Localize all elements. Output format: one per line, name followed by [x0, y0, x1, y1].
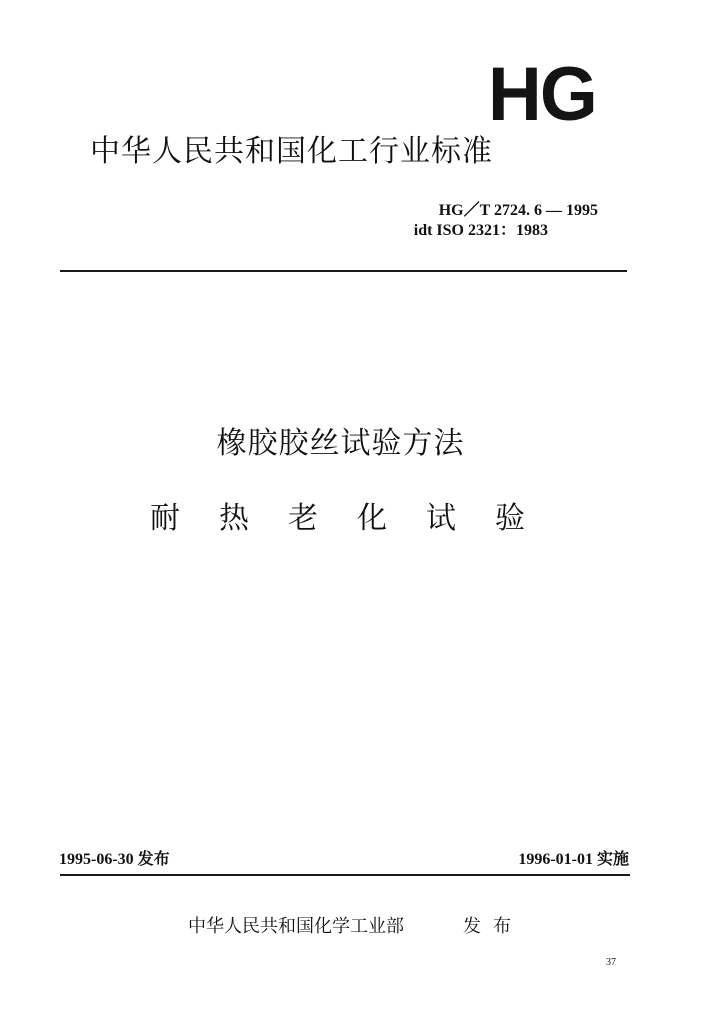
- publish-label: 发布: [463, 916, 523, 937]
- standard-number: HG／T 2724. 6 — 1995: [438, 202, 598, 219]
- header-divider: [60, 270, 627, 272]
- publisher: 中华人民共和国化学工业部: [188, 916, 404, 937]
- issue-date: 1995-06-30 发布: [59, 851, 170, 868]
- document-subtitle: 耐热老化试验: [150, 501, 564, 536]
- footer-divider: [60, 874, 630, 876]
- idt-reference: idt ISO 2321：1983: [413, 222, 548, 239]
- hg-logo: HG: [488, 52, 596, 137]
- standard-title: 中华人民共和国化工行业标准: [90, 134, 493, 169]
- implementation-date: 1996-01-01 实施: [518, 851, 629, 868]
- document-title: 橡胶胶丝试验方法: [216, 426, 465, 461]
- page-number: 37: [606, 957, 616, 968]
